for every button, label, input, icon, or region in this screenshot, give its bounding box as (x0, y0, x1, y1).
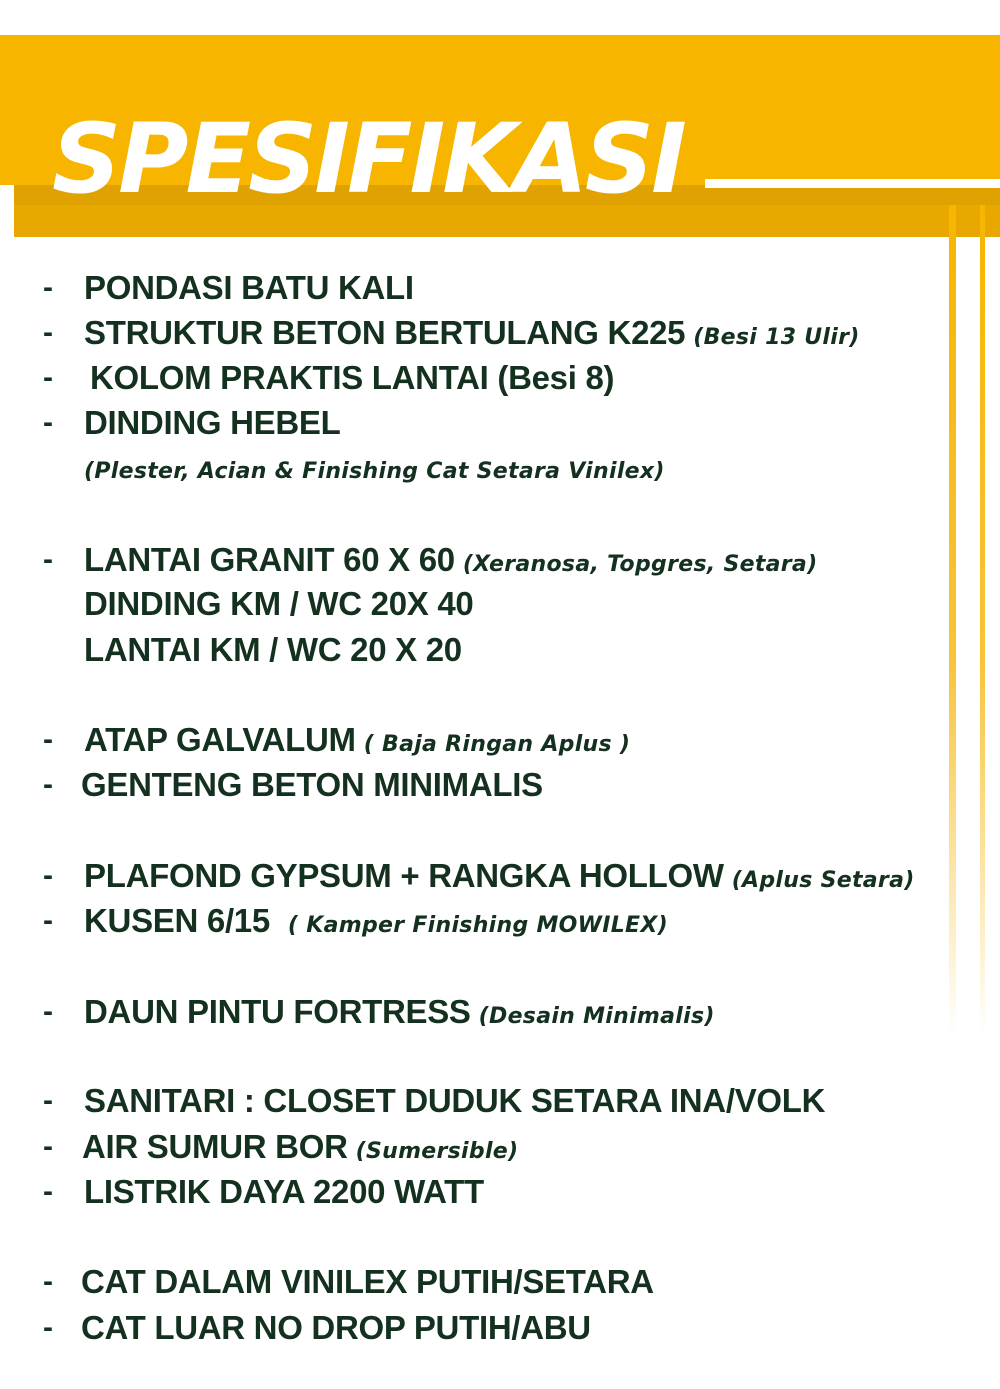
spec-item (84, 856, 915, 902)
spec-item (84, 403, 340, 449)
spec-item (84, 584, 473, 630)
bullet-dash: - (43, 723, 53, 756)
bullet-dash: - (43, 361, 53, 394)
page-title: SPESIFIKASI (52, 103, 684, 215)
spec-text: CAT DALAM VINILEX PUTIH/SETARA (81, 1263, 654, 1300)
spec-text: DINDING HEBEL (84, 404, 341, 441)
spec-text: KOLOM PRAKTIS LANTAI (Besi 8) (90, 359, 615, 396)
spec-note: (Xeranosa, Topgres, Setara) (462, 552, 818, 577)
spec-text: ATAP GALVALUM (84, 721, 356, 758)
spec-item (90, 358, 614, 404)
bullet-dash: - (43, 768, 53, 801)
spec-text: SANITARI : CLOSET DUDUK SETARA INA/VOLK (84, 1082, 826, 1119)
spec-item (84, 992, 715, 1038)
spec-note: (Plester, Acian & Finishing Cat Setara Vinilex) (84, 459, 665, 484)
bullet-dash: - (43, 1084, 53, 1117)
spec-note: ( Kamper Finishing MOWILEX) (287, 913, 668, 938)
bullet-dash: - (43, 859, 53, 892)
spec-item (81, 765, 543, 811)
bullet-dash: - (43, 271, 53, 304)
spec-item (84, 630, 462, 676)
spec-item (84, 720, 630, 766)
bullet-dash: - (43, 995, 53, 1028)
spec-item (84, 313, 860, 359)
spec-note: (Desain Minimalis) (478, 1004, 715, 1029)
spec-item (81, 1308, 591, 1354)
bullet-dash: - (43, 1175, 53, 1208)
spec-text: STRUKTUR BETON BERTULANG K225 (84, 314, 686, 351)
spec-text: LISTRIK DAYA 2200 WATT (84, 1173, 484, 1210)
spec-text: PONDASI BATU KALI (84, 269, 414, 306)
bullet-dash: - (43, 316, 53, 349)
spec-item (84, 901, 668, 947)
spec-item (84, 268, 414, 314)
bullet-dash: - (43, 1311, 53, 1344)
spec-item (81, 1262, 654, 1308)
bullet-dash: - (43, 1265, 53, 1298)
spec-text: PLAFOND GYPSUM + RANGKA HOLLOW (84, 857, 724, 894)
spec-text: AIR SUMUR BOR (82, 1128, 348, 1165)
spec-item (84, 540, 817, 586)
spec-text: CAT LUAR NO DROP PUTIH/ABU (81, 1309, 591, 1346)
bullet-dash: - (43, 1130, 53, 1163)
spec-text: GENTENG BETON MINIMALIS (81, 766, 543, 803)
spec-item (82, 1127, 518, 1173)
bullet-dash: - (43, 406, 53, 439)
spec-text: DAUN PINTU FORTRESS (84, 993, 471, 1030)
spec-item (84, 1081, 825, 1127)
bullet-dash: - (43, 904, 53, 937)
spec-note: (Besi 13 Ulir) (693, 325, 860, 350)
spec-text: DINDING KM / WC 20X 40 (84, 585, 474, 622)
spec-text: KUSEN 6/15 (84, 902, 270, 939)
spec-text: LANTAI KM / WC 20 X 20 (84, 631, 462, 668)
spec-item (84, 1172, 484, 1218)
spec-note: (Aplus Setara) (731, 868, 915, 893)
spec-note: ( Baja Ringan Aplus ) (363, 732, 631, 757)
bullet-dash: - (43, 543, 53, 576)
spec-text: LANTAI GRANIT 60 X 60 (84, 541, 455, 578)
spec-note: (Sumersible) (355, 1139, 519, 1164)
spec-item-note (84, 452, 665, 493)
